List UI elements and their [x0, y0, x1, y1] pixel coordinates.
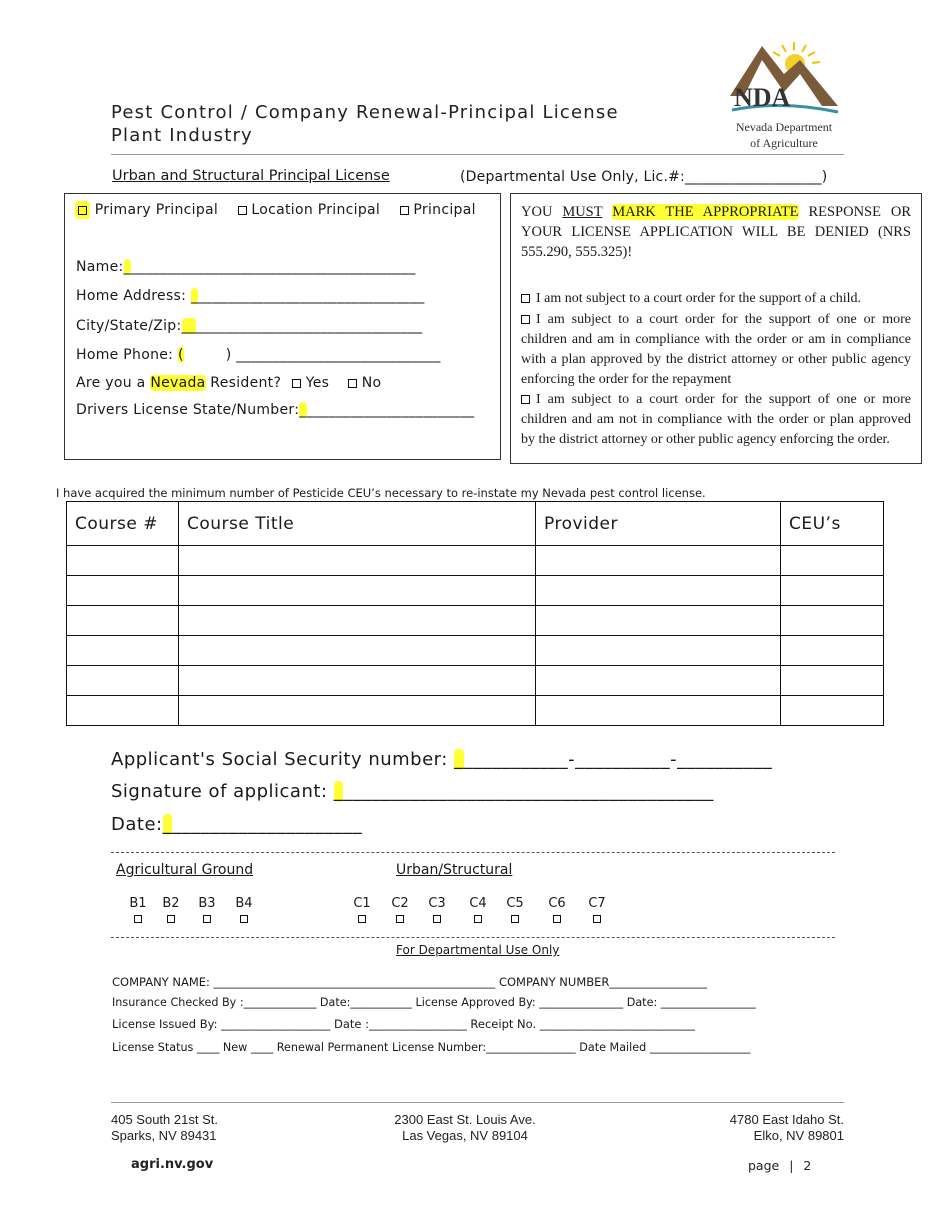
- license-issued-line: License Issued By: ___________________ Date :_________________ Receipt No. ___________________________: [112, 1017, 696, 1031]
- course-title-cell[interactable]: [179, 576, 536, 606]
- resident-label-post: Resident?: [210, 375, 282, 391]
- home-address-field[interactable]: [76, 288, 425, 304]
- resident-yes-label: Yes: [305, 375, 330, 391]
- insurance-checked-line: Insurance Checked By :_____________ Date:___________ License Approved By: _______________ Date: _________________: [112, 996, 756, 1009]
- drivers-license-highlight[interactable]: _: [299, 402, 307, 418]
- provider-cell[interactable]: [536, 636, 781, 666]
- ceus-cell[interactable]: [781, 606, 884, 636]
- support-option-2-text: I am subject to a court order for the support of one or more children and am in compliance with the order or am in compliance with a plan approved by the district attorney or other public agency enforcing the order for the repayment: [521, 312, 911, 387]
- page-indicator: [748, 1158, 811, 1173]
- drivers-license-line[interactable]: _______________________: [306, 402, 475, 418]
- primary-principal-checkbox[interactable]: [78, 206, 87, 215]
- category-label: C4: [469, 896, 487, 911]
- las-vegas-address: [380, 1112, 550, 1144]
- ssn-line[interactable]: ___________-__________-__________: [463, 749, 773, 770]
- category-checkbox[interactable]: [474, 915, 482, 923]
- category-c2[interactable]: [388, 896, 412, 926]
- category-divider-bottom: [111, 937, 835, 938]
- category-b2[interactable]: [159, 896, 183, 926]
- category-b1[interactable]: [126, 896, 150, 926]
- ceus-cell[interactable]: [781, 546, 884, 576]
- city-state-zip-line[interactable]: _______________________________: [196, 318, 423, 334]
- primary-principal-label: Primary Principal: [94, 202, 219, 218]
- logo-text-line2: of Agriculture: [750, 136, 818, 150]
- footer-divider: [111, 1102, 844, 1103]
- support-option-2-checkbox[interactable]: [521, 315, 530, 324]
- city-state-zip-field[interactable]: [76, 318, 422, 334]
- resident-no-checkbox[interactable]: [348, 379, 357, 388]
- category-label: C2: [391, 896, 409, 911]
- las-vegas-address-line1: 2300 East St. Louis Ave.: [394, 1112, 536, 1127]
- category-label: B1: [129, 896, 147, 911]
- ceus-cell[interactable]: [781, 636, 884, 666]
- support-option-1: [521, 289, 911, 309]
- drivers-license-label: Drivers License State/Number:: [76, 402, 300, 418]
- category-label: C5: [506, 896, 524, 911]
- date-highlight[interactable]: _: [162, 814, 173, 835]
- category-c3[interactable]: [425, 896, 449, 926]
- sparks-address: [111, 1112, 218, 1144]
- nda-logo: [722, 40, 846, 152]
- support-option-2: [521, 310, 911, 390]
- table-row: [67, 636, 884, 666]
- category-checkbox[interactable]: [553, 915, 561, 923]
- category-c5[interactable]: [503, 896, 527, 926]
- course-title-cell[interactable]: [179, 606, 536, 636]
- provider-cell[interactable]: [536, 576, 781, 606]
- form-subtitle: Plant Industry: [111, 125, 253, 146]
- category-checkboxes: [0, 896, 950, 926]
- ceu-table-header: [67, 502, 884, 546]
- warning-highlight: MARK THE APPROPRIATE: [612, 204, 799, 220]
- city-state-zip-highlight[interactable]: __: [181, 318, 197, 334]
- warning-pre: YOU: [521, 204, 563, 220]
- nevada-resident-question: [76, 375, 381, 391]
- category-b4[interactable]: [232, 896, 256, 926]
- category-label: C3: [428, 896, 446, 911]
- elko-address-line2: Elko, NV 89801: [753, 1128, 844, 1143]
- category-c6[interactable]: [545, 896, 569, 926]
- course-title-cell[interactable]: [179, 636, 536, 666]
- course-title-cell[interactable]: [179, 666, 536, 696]
- resident-highlight: Nevada: [150, 375, 206, 391]
- category-checkbox[interactable]: [134, 915, 142, 923]
- home-phone-line[interactable]: ) ____________________________: [225, 347, 441, 363]
- support-option-1-checkbox[interactable]: [521, 294, 530, 303]
- resident-no-label: No: [361, 375, 382, 391]
- primary-principal-checkbox-highlight[interactable]: [75, 201, 90, 219]
- table-row: [67, 576, 884, 606]
- support-option-3-text: I am subject to a court order for the support of one or more children and am not in compliance with the order or plan approved by the district attorney or other public agency enforcing the order.: [521, 392, 911, 447]
- support-option-3: [521, 390, 911, 450]
- category-b3[interactable]: [195, 896, 219, 926]
- date-line[interactable]: ____________________: [172, 814, 363, 835]
- category-c1[interactable]: [350, 896, 374, 926]
- agricultural-ground-label: Agricultural Ground: [116, 862, 254, 878]
- course-title-header: Course Title: [179, 502, 536, 546]
- urban-structural-label: Urban/Structural: [396, 862, 513, 878]
- category-label: C6: [548, 896, 566, 911]
- ceu-statement: I have acquired the minimum number of Pesticide CEU’s necessary to re-instate my Nevada pest control license.: [56, 486, 706, 500]
- ceus-cell[interactable]: [781, 666, 884, 696]
- principal-checkbox[interactable]: [400, 206, 409, 215]
- warning-must: MUST: [562, 204, 603, 220]
- name-line[interactable]: _______________________________________: [130, 259, 416, 275]
- drivers-license-field[interactable]: [76, 402, 474, 418]
- dept-use-label: For Departmental Use Only: [396, 943, 560, 957]
- category-checkbox[interactable]: [240, 915, 248, 923]
- ssn-highlight[interactable]: _: [454, 749, 464, 770]
- date-label: Date:: [111, 814, 163, 835]
- home-phone-highlight[interactable]: (: [177, 347, 184, 363]
- category-checkbox[interactable]: [396, 915, 404, 923]
- logo-letters: NDA: [734, 83, 791, 112]
- category-checkbox[interactable]: [203, 915, 211, 923]
- course-number-cell[interactable]: [67, 696, 179, 726]
- principal-label: Principal: [413, 202, 476, 218]
- course-number-cell[interactable]: [67, 576, 179, 606]
- license-type: Urban and Structural Principal License: [112, 168, 390, 184]
- header-divider: [111, 154, 844, 155]
- page-number: 2: [803, 1158, 812, 1173]
- course-number-cell[interactable]: [67, 546, 179, 576]
- logo-text-line1: Nevada Department: [735, 120, 833, 134]
- must-mark-warning: [521, 202, 911, 262]
- provider-header: Provider: [536, 502, 781, 546]
- category-c4[interactable]: [466, 896, 490, 926]
- table-row: [67, 546, 884, 576]
- support-option-3-checkbox[interactable]: [521, 395, 530, 404]
- home-phone-label: Home Phone:: [76, 347, 174, 363]
- city-state-zip-label: City/State/Zip:: [76, 318, 182, 334]
- license-status-line: License Status ____ New ____ Renewal Permanent License Number:________________ Date Mailed __________________: [112, 1041, 751, 1054]
- ceu-table: [66, 501, 884, 726]
- provider-cell[interactable]: [536, 606, 781, 636]
- home-phone-field[interactable]: [76, 347, 441, 363]
- category-label: B3: [198, 896, 216, 911]
- table-row: [67, 606, 884, 636]
- table-row: [67, 696, 884, 726]
- category-divider-top: [111, 852, 835, 853]
- category-checkbox[interactable]: [511, 915, 519, 923]
- home-address-line[interactable]: _______________________________: [198, 288, 425, 304]
- provider-cell[interactable]: [536, 546, 781, 576]
- location-principal-checkbox[interactable]: [238, 206, 247, 215]
- dept-license-number: (Departmental Use Only, Lic.#:___________________): [460, 169, 828, 185]
- ssn-label: Applicant's Social Security number:: [111, 749, 448, 770]
- category-label: C1: [353, 896, 371, 911]
- ceus-cell[interactable]: [781, 696, 884, 726]
- sparks-address-line2: Sparks, NV 89431: [111, 1128, 217, 1143]
- category-checkbox[interactable]: [433, 915, 441, 923]
- signature-highlight[interactable]: _: [333, 781, 344, 802]
- category-label: C7: [588, 896, 606, 911]
- principal-type-options: [75, 202, 476, 218]
- category-label: B2: [162, 896, 180, 911]
- category-checkbox[interactable]: [358, 915, 366, 923]
- category-checkbox[interactable]: [167, 915, 175, 923]
- course-title-cell[interactable]: [179, 546, 536, 576]
- ceus-cell[interactable]: [781, 576, 884, 606]
- course-number-cell[interactable]: [67, 636, 179, 666]
- course-title-cell[interactable]: [179, 696, 536, 726]
- sparks-address-line1: 405 South 21st St.: [111, 1112, 218, 1127]
- resident-yes-checkbox[interactable]: [292, 379, 301, 388]
- form-title: Pest Control / Company Renewal-Principal License: [111, 102, 619, 123]
- course-number-cell[interactable]: [67, 606, 179, 636]
- date-field[interactable]: [111, 814, 362, 835]
- category-c7[interactable]: [585, 896, 609, 926]
- company-name-line: COMPANY NAME: _________________________________________________ COMPANY NUMBER_________________: [112, 975, 708, 989]
- page-label: page: [748, 1158, 780, 1173]
- website-link[interactable]: agri.nv.gov: [131, 1157, 214, 1172]
- ssn-field[interactable]: [111, 749, 772, 770]
- elko-address-line1: 4780 East Idaho St.: [729, 1112, 844, 1127]
- resident-label-pre: Are you a: [76, 375, 146, 391]
- signature-line[interactable]: _______________________________________: [343, 781, 714, 802]
- signature-label: Signature of applicant:: [111, 781, 328, 802]
- support-option-1-text: I am not subject to a court order for the support of a child.: [536, 291, 862, 306]
- location-principal-label: Location Principal: [251, 202, 381, 218]
- elko-address: [694, 1112, 844, 1144]
- home-address-highlight[interactable]: _: [190, 288, 199, 304]
- course-number-cell[interactable]: [67, 666, 179, 696]
- warning-post: RESPONSE OR YOUR LICENSE APPLICATION WILL BE DENIED (NRS 555.290, 555.325)!: [521, 204, 911, 260]
- name-label: Name:: [76, 259, 124, 275]
- course-number-header: Course #: [67, 502, 179, 546]
- name-field[interactable]: [76, 259, 416, 275]
- provider-cell[interactable]: [536, 666, 781, 696]
- page-separator: |: [789, 1158, 794, 1173]
- las-vegas-address-line2: Las Vegas, NV 89104: [402, 1128, 528, 1143]
- name-highlight[interactable]: _: [123, 259, 131, 275]
- category-checkbox[interactable]: [593, 915, 601, 923]
- category-label: B4: [235, 896, 253, 911]
- provider-cell[interactable]: [536, 696, 781, 726]
- home-address-label: Home Address:: [76, 288, 187, 304]
- signature-field[interactable]: [111, 781, 714, 802]
- table-row: [67, 666, 884, 696]
- ceus-header: CEU’s: [781, 502, 884, 546]
